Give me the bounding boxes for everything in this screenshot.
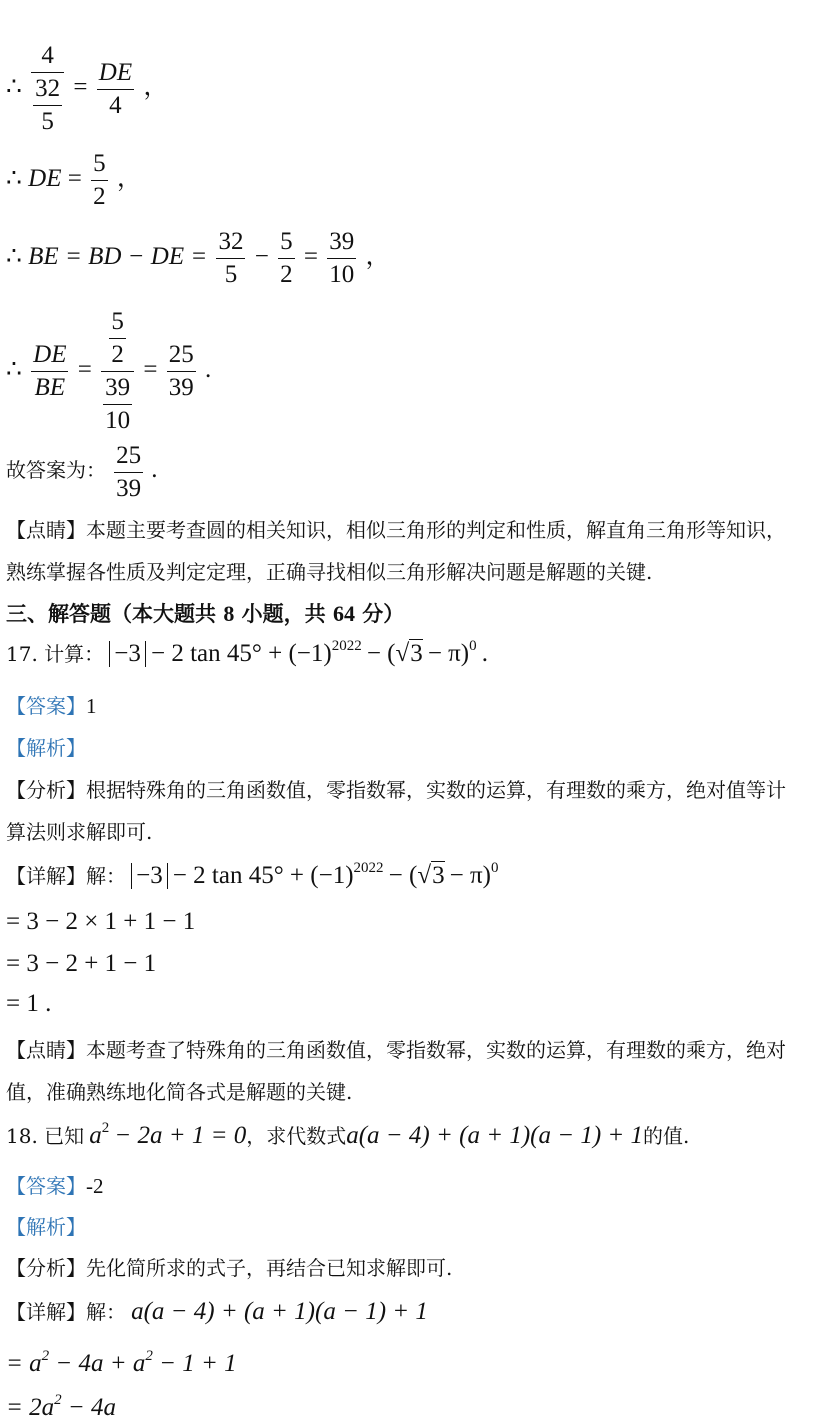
analysis-tag: 【解析】 <box>6 1215 86 1239</box>
fraction <box>167 339 196 404</box>
denominator: 2 <box>91 180 108 213</box>
heading-part: 三、解答题（本大题共 <box>6 601 224 626</box>
total-points: 64 <box>332 601 355 626</box>
analysis-tag: 【解析】 <box>6 736 86 760</box>
expression: a(a − 4) + (a + 1)(a − 1) + 1 <box>131 1298 428 1325</box>
exponent: 2 <box>54 1392 62 1408</box>
sqrt-symbol: √ <box>417 862 432 889</box>
comment-text: 本题主要考查圆的相关知识，相似三角形的判定和性质，解直角三角形等知识， <box>86 518 786 542</box>
step-text: = 1 . <box>6 990 52 1017</box>
numerator: DE <box>98 58 133 86</box>
expression-part: − ( <box>366 640 396 667</box>
denominator: BE <box>31 371 68 404</box>
punctuation: ， <box>116 165 142 193</box>
fenxi-text: 算法则求解即可. <box>6 820 153 844</box>
fraction <box>31 40 64 138</box>
comment-text: 值，准确熟练地化简各式是解题的关键. <box>6 1080 353 1104</box>
equation-line-3 <box>6 226 390 291</box>
compound-fraction <box>101 306 134 437</box>
punctuation: ， <box>143 73 169 101</box>
heading-part: 分） <box>354 601 405 626</box>
comment-text: 熟练掌握各性质及判定定理，正确寻找相似三角形解决问题是解题的关键. <box>6 560 653 584</box>
step-part: − 4a <box>61 1394 116 1421</box>
therefore-symbol: ∴ <box>6 356 22 384</box>
equals: = <box>67 165 82 193</box>
fraction <box>327 226 356 291</box>
fraction <box>31 339 68 404</box>
nested-fraction <box>33 73 62 138</box>
expression-part: − 2 tan 45° + (−1) <box>150 640 332 667</box>
variable: a <box>89 1122 102 1149</box>
equation-line-1 <box>6 40 168 138</box>
section-heading <box>6 598 404 628</box>
absolute-value: −3 <box>109 641 146 667</box>
prompt-text: 的值. <box>643 1124 690 1148</box>
equation-line-2 <box>6 148 142 213</box>
q18-detail <box>6 1296 428 1326</box>
therefore-symbol: ∴ <box>6 165 22 193</box>
expression-part: − π) <box>449 862 491 889</box>
denominator <box>31 72 64 138</box>
radicand: 3 <box>410 640 423 667</box>
exponent: 2022 <box>331 638 362 654</box>
fenxi-text: 根据特殊角的三角函数值，零指数幂，实数的运算，有理数的乘方，绝对值等计 <box>86 778 786 802</box>
absolute-value: −3 <box>131 863 168 889</box>
numerator: 5 <box>93 150 106 177</box>
lhs: DE <box>28 165 62 193</box>
punctuation: . <box>204 356 212 384</box>
answer-line <box>6 440 157 505</box>
question-number: 18. 已知 <box>6 1124 85 1148</box>
equals: = <box>77 356 92 384</box>
heading-part: 小题，共 <box>234 601 333 626</box>
equation-line-4 <box>6 306 211 437</box>
q18-answer <box>6 1170 104 1199</box>
detail-lead: 解： <box>86 864 126 888</box>
exponent: 2022 <box>353 860 384 876</box>
exponent: 2 <box>101 1120 110 1136</box>
q18-step-2 <box>6 1394 116 1422</box>
numerator: 39 <box>105 374 131 401</box>
step-part: − 1 + 1 <box>152 1350 237 1377</box>
denominator: 2 <box>109 338 126 371</box>
step-part: = 2a <box>6 1394 55 1421</box>
fraction <box>97 57 134 122</box>
expression: a(a − 4) + (a + 1)(a − 1) + 1 <box>346 1122 644 1149</box>
comment-tag: 【点睛】 <box>6 518 86 542</box>
detail-tag: 【详解】 <box>6 1300 86 1324</box>
punctuation: . <box>481 640 488 667</box>
answer-tag: 【答案】 <box>6 1174 86 1198</box>
denominator: 5 <box>216 258 245 291</box>
denominator <box>101 371 134 437</box>
denominator: 10 <box>327 258 356 291</box>
prompt-text: ，求代数式 <box>246 1124 347 1148</box>
comment-line-2 <box>6 556 652 585</box>
punctuation: ， <box>365 243 391 271</box>
numerator: 5 <box>280 228 293 255</box>
q17-answer <box>6 690 97 719</box>
answer-label: 故答案为： <box>6 458 106 482</box>
minus: − <box>254 243 269 271</box>
fenxi-tag: 【分析】 <box>6 778 86 802</box>
denominator: 2 <box>278 258 295 291</box>
comment-text: 本题考查了特殊角的三角函数值，零指数幂，实数的运算，有理数的乘方，绝对 <box>86 1038 786 1062</box>
exponent: 0 <box>490 860 499 876</box>
condition-rest: − 2a + 1 = 0 <box>114 1122 247 1149</box>
q17-analysis-tag <box>6 732 86 761</box>
question-number: 17. 计算： <box>6 642 105 666</box>
step-text: = 3 − 2 × 1 + 1 − 1 <box>6 908 196 935</box>
equals: = <box>143 356 158 384</box>
q17-prompt <box>6 638 488 668</box>
punctuation: . <box>151 456 158 483</box>
answer-value: -2 <box>86 1174 104 1198</box>
q17-detail <box>6 860 498 890</box>
q17-comment-2 <box>6 1076 352 1105</box>
q17-comment-1 <box>6 1034 786 1063</box>
numerator: 25 <box>116 442 142 469</box>
q17-fenxi-1 <box>6 774 786 803</box>
fenxi-text: 先化简所求的式子，再结合已知求解即可. <box>86 1256 453 1280</box>
numerator <box>101 306 134 371</box>
expression-part: − ( <box>388 862 418 889</box>
step-part: − 4a + a <box>49 1350 146 1377</box>
fenxi-tag: 【分析】 <box>6 1256 86 1280</box>
equals: = <box>303 243 318 271</box>
denominator: 39 <box>167 371 196 404</box>
question-count: 8 <box>223 601 235 626</box>
q18-fenxi <box>6 1252 452 1281</box>
answer-value: 1 <box>86 694 97 718</box>
fraction <box>278 226 295 291</box>
therefore-symbol: ∴ <box>6 73 22 101</box>
q17-step-2 <box>6 950 156 978</box>
numerator: DE <box>33 341 67 368</box>
detail-lead: 解： <box>86 1300 126 1324</box>
denominator: 5 <box>33 105 62 138</box>
detail-tag: 【详解】 <box>6 864 86 888</box>
numerator: 4 <box>41 42 54 69</box>
expression-part: − π) <box>427 640 470 667</box>
comment-line-1 <box>6 514 786 543</box>
sqrt-symbol: √ <box>395 640 410 667</box>
denominator: 10 <box>103 404 132 437</box>
nested-fraction <box>103 372 132 437</box>
numerator: 32 <box>35 75 61 102</box>
q17-step-3 <box>6 990 51 1018</box>
numerator: 32 <box>218 228 244 255</box>
fraction <box>216 226 245 291</box>
q18-analysis-tag <box>6 1211 86 1240</box>
expression-part: − 2 tan 45° + (−1) <box>172 862 354 889</box>
exponent: 0 <box>469 638 477 654</box>
radicand: 3 <box>432 862 445 889</box>
q17-fenxi-2 <box>6 816 152 845</box>
numerator: 39 <box>329 228 355 255</box>
lhs: BE = BD − DE = <box>28 243 208 271</box>
numerator: 5 <box>111 308 124 335</box>
denominator: 39 <box>114 472 143 505</box>
q18-prompt <box>6 1120 689 1150</box>
numerator: 25 <box>168 341 194 368</box>
exponent: 2 <box>145 1348 153 1364</box>
nested-fraction <box>109 306 126 371</box>
fraction <box>114 440 143 505</box>
comment-tag: 【点睛】 <box>6 1038 86 1062</box>
q17-step-1 <box>6 908 195 936</box>
therefore-symbol: ∴ <box>6 243 22 271</box>
step-part: = a <box>6 1350 42 1377</box>
step-text: = 3 − 2 + 1 − 1 <box>6 950 157 977</box>
answer-tag: 【答案】 <box>6 694 86 718</box>
fraction <box>91 148 108 213</box>
denominator: 4 <box>97 89 134 122</box>
q18-step-1 <box>6 1350 237 1378</box>
exponent: 2 <box>41 1348 50 1364</box>
equals: = <box>73 73 88 101</box>
